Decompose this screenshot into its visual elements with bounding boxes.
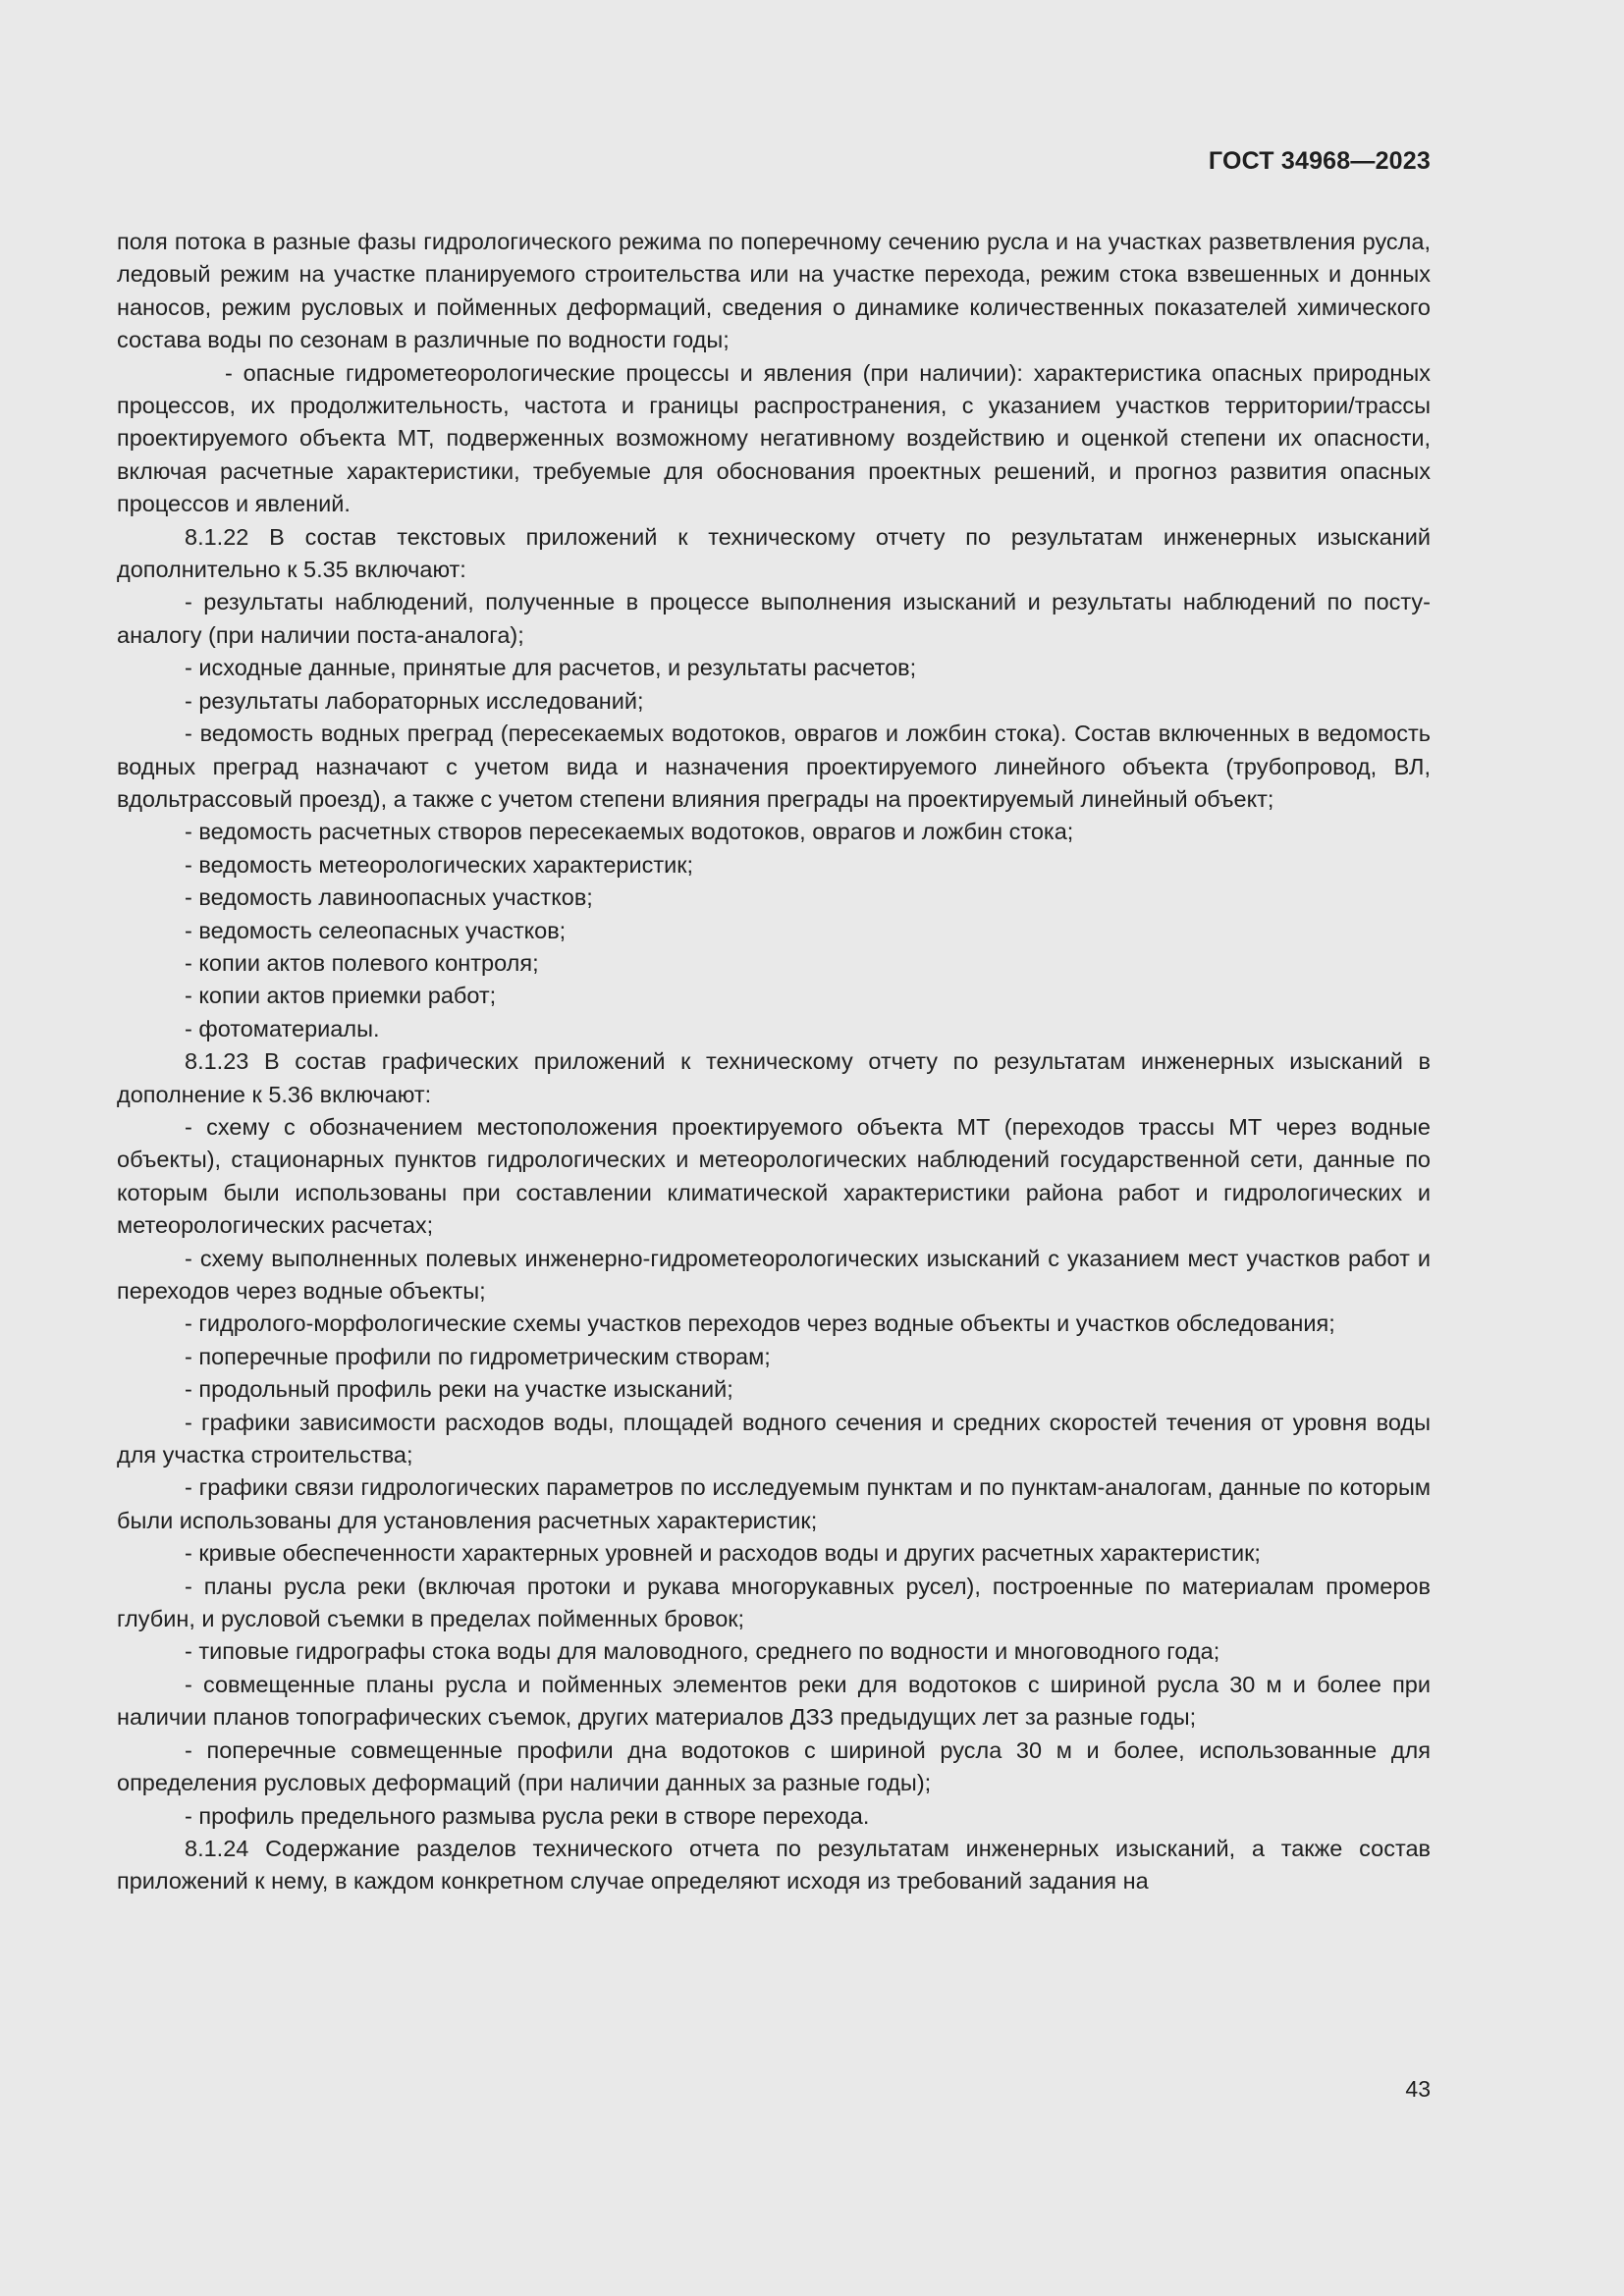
paragraph: 8.1.24 Содержание разделов технического отчета по результатам инженерных изысканий, а также состав приложений к нему, в каждом конкретном случае определяют исходя из требований задания на bbox=[117, 1835, 1431, 1895]
paragraph: - графики связи гидрологических параметров по исследуемым пунктам и по пунктам-аналогам, данные по которым были использованы для установления расчетных характеристик; bbox=[117, 1474, 1431, 1533]
paragraph: - совмещенные планы русла и пойменных элементов реки для водотоков с шириной русла 30 м и более при наличии планов топографических съемок, других материалов ДЗЗ предыдущих лет за разные годы; bbox=[117, 1671, 1431, 1731]
paragraph: 8.1.22 В состав текстовых приложений к техническому отчету по результатам инженерных изысканий дополнительно к 5.35 включают: bbox=[117, 523, 1431, 583]
paragraph: - исходные данные, принятые для расчетов, и результаты расчетов; bbox=[185, 655, 917, 681]
paragraph: - типовые гидрографы стока воды для маловодного, среднего по водности и многоводного года; bbox=[185, 1638, 1220, 1665]
paragraph: - ведомость селеопасных участков; bbox=[185, 917, 567, 943]
paragraph: - копии актов полевого контроля; bbox=[185, 949, 539, 976]
paragraph: 8.1.23 В состав графических приложений к техническому отчету по результатам инженерных изысканий в дополнение к 5.36 включают: bbox=[117, 1048, 1431, 1107]
paragraph: - фотоматериалы. bbox=[185, 1015, 380, 1041]
paragraph: - планы русла реки (включая протоки и рукава многорукавных русел), построенные по материалам промеров глубин, и русловой съемки в пределах пойменных бровок; bbox=[117, 1573, 1431, 1632]
paragraph: - гидролого-морфологические схемы участков переходов через водные объекты и участков обследования; bbox=[185, 1310, 1335, 1337]
paragraph: - схему с обозначением местоположения проектируемого объекта МТ (переходов трассы МТ через водные объекты), стационарных пунктов гидрологических и метеорологических наблюдений государственной сети, данные по которым были использованы при составлении климатической характеристики района работ и гидрологических и метеорологических расчетах; bbox=[117, 1113, 1431, 1239]
document-body bbox=[117, 226, 1431, 1898]
paragraph: - профиль предельного размыва русла реки в створе перехода. bbox=[185, 1802, 870, 1829]
paragraph: - продольный профиль реки на участке изысканий; bbox=[185, 1376, 733, 1403]
paragraph: - кривые обеспеченности характерных уровней и расходов воды и других расчетных характеристик; bbox=[185, 1540, 1261, 1567]
paragraph: - ведомость метеорологических характеристик; bbox=[185, 851, 694, 878]
paragraph: - поперечные профили по гидрометрическим створам; bbox=[185, 1343, 771, 1369]
paragraph: - ведомость водных преград (пересекаемых водотоков, оврагов и ложбин стока). Состав включенных в ведомость водных преград назначают с учетом вида и назначения проектируемого линейного объекта (трубопровод, ВЛ, вдольтрассовый проезд), а также с учетом степени влияния преграды на проектируемый линейный объект; bbox=[117, 721, 1431, 812]
paragraph: - опасные гидрометеорологические процессы и явления (при наличии): характеристика опасных природных процессов, их продолжительность, частота и границы распространения, с указанием участков территории/трассы проектируемого объекта МТ, подверженных возможному негативному воздействию и оценкой степени их опасности, включая расчетные характеристики, требуемые для обоснования проектных решений, и прогноз развития опасных процессов и явлений. bbox=[117, 359, 1431, 517]
paragraph: - результаты наблюдений, полученные в процессе выполнения изысканий и результаты наблюдений по посту-аналогу (при наличии поста-аналога); bbox=[117, 589, 1431, 648]
paragraph: - ведомость лавиноопасных участков; bbox=[185, 884, 593, 911]
paragraph: - схему выполненных полевых инженерно-гидрометеорологических изысканий с указанием мест участков работ и переходов через водные объекты; bbox=[117, 1245, 1431, 1304]
paragraph: - поперечные совмещенные профили дна водотоков с шириной русла 30 м и более, использованные для определения русловых деформаций (при наличии данных за разные годы); bbox=[117, 1736, 1431, 1796]
paragraph: - ведомость расчетных створов пересекаемых водотоков, оврагов и ложбин стока; bbox=[185, 819, 1074, 845]
page-number: 43 bbox=[1405, 2076, 1431, 2102]
paragraph: - графики зависимости расходов воды, площадей водного сечения и средних скоростей течения от уровня воды для участка строительства; bbox=[117, 1409, 1431, 1468]
paragraph: поля потока в разные фазы гидрологического режима по поперечному сечению русла и на участках разветвления русла, ледовый режим на участке планируемого строительства или на участке перехода, режим стока взвешенных и донных наносов, режим русловых и пойменных деформаций, сведения о динамике количественных показателей химического состава воды по сезонам в различные по водности годы; bbox=[117, 229, 1431, 353]
paragraph: - результаты лабораторных исследований; bbox=[185, 687, 644, 714]
paragraph: - копии актов приемки работ; bbox=[185, 983, 497, 1009]
document-standard-header: ГОСТ 34968—2023 bbox=[1208, 147, 1431, 175]
